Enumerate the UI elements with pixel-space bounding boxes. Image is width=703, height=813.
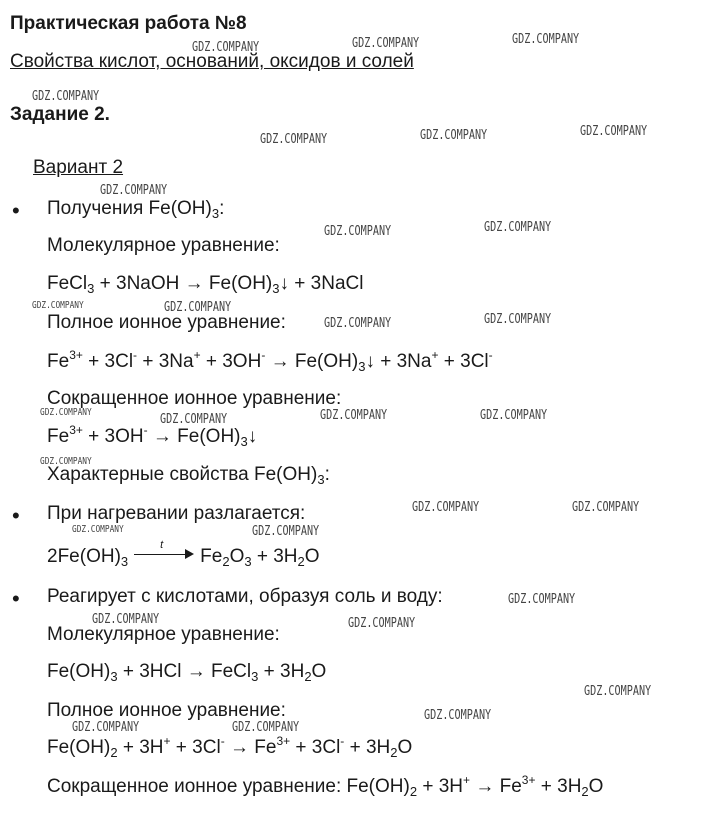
equation-decomposition: $2Fe(OH)_3$ t $Fe_2O_3 + 3H_2O$ [47, 539, 320, 569]
watermark: GDZ.COMPANY [424, 708, 492, 723]
equation-reduced-ionic-1: $Fe^{3+} + 3OH^-$ → $Fe(OH)_3↓$ [47, 423, 258, 449]
section-subtitle: Свойства кислот, оснований, оксидов и солей [10, 51, 414, 72]
heating-heading: При нагревании разлагается: [47, 503, 306, 524]
watermark: GDZ.COMPANY [32, 300, 84, 311]
watermark: GDZ.COMPANY [484, 220, 552, 235]
watermark: GDZ.COMPANY [252, 524, 320, 539]
watermark: GDZ.COMPANY [160, 412, 228, 427]
equation-molecular-1: FeCl$_3$ + 3NaOH → $Fe(OH)_3↓$ + 3NaCl [47, 273, 364, 296]
watermark: GDZ.COMPANY [508, 592, 576, 607]
watermark: GDZ.COMPANY [40, 407, 92, 418]
watermark: GDZ.COMPANY [512, 32, 580, 47]
equation-full-ionic-1: $Fe^{3+} + 3Cl^- + 3Na^+ + 3OH^-$ → $Fe(OH)_3↓ + 3Na^+ + 3Cl^-$ [47, 348, 493, 374]
watermark: GDZ.COMPANY [320, 408, 388, 423]
watermark: GDZ.COMPANY [92, 612, 160, 627]
reduced-ionic-label: Сокращенное ионное уравнение: [47, 388, 342, 409]
properties-heading: Характерные свойства $Fe(OH)_3$: [47, 464, 330, 487]
watermark: GDZ.COMPANY [572, 500, 640, 515]
watermark: GDZ.COMPANY [348, 616, 416, 631]
watermark: GDZ.COMPANY [580, 124, 648, 139]
task-heading: Задание 2. [10, 104, 110, 125]
watermark: GDZ.COMPANY [40, 456, 92, 467]
acids-heading: Реагирует с кислотами, образуя соль и воду: [47, 586, 443, 607]
watermark: GDZ.COMPANY [72, 720, 140, 735]
page-title: Практическая работа №8 [10, 13, 247, 34]
watermark: GDZ.COMPANY [232, 720, 300, 735]
bullet-icon: • [12, 586, 20, 611]
bullet-icon: • [12, 503, 20, 528]
equation-full-ionic-2: $Fe(OH)_2 + 3H^+ + 3Cl^- \to Fe^{3+} + 3Cl^- + 3H_2O$ [47, 734, 413, 760]
bullet-icon: • [12, 198, 20, 223]
full-ionic-label: Полное ионное уравнение: [47, 700, 286, 721]
watermark: GDZ.COMPANY [352, 36, 420, 51]
watermark: GDZ.COMPANY [192, 40, 260, 55]
watermark: GDZ.COMPANY [72, 524, 124, 535]
watermark: GDZ.COMPANY [32, 89, 100, 104]
watermark: GDZ.COMPANY [584, 684, 652, 699]
watermark: GDZ.COMPANY [480, 408, 548, 423]
equation-molecular-2: $Fe(OH)_3 + 3HCl$ → FeCl$_3$ + $3H_2O$ [47, 661, 327, 684]
heat-arrow-icon: t [134, 545, 194, 564]
watermark: GDZ.COMPANY [412, 500, 480, 515]
full-ionic-label: Полное ионное уравнение: [47, 312, 286, 333]
molecular-label: Молекулярное уравнение: [47, 624, 280, 645]
watermark: GDZ.COMPANY [100, 183, 168, 198]
equation-reduced-ionic-2: Сокращенное ионное уравнение: $Fe(OH)_2 + 3H^+ \to Fe^{3+} + 3H_2O$ [47, 773, 604, 799]
watermark: GDZ.COMPANY [324, 316, 392, 331]
obtaining-heading: Получения $Fe(OH)_3$: [47, 198, 225, 221]
watermark: GDZ.COMPANY [164, 300, 232, 315]
variant-heading: Вариант 2 [33, 157, 124, 178]
watermark: GDZ.COMPANY [484, 312, 552, 327]
watermark: GDZ.COMPANY [324, 224, 392, 239]
molecular-label: Молекулярное уравнение: [47, 235, 280, 256]
watermark: GDZ.COMPANY [260, 132, 328, 147]
watermark: GDZ.COMPANY [420, 128, 488, 143]
